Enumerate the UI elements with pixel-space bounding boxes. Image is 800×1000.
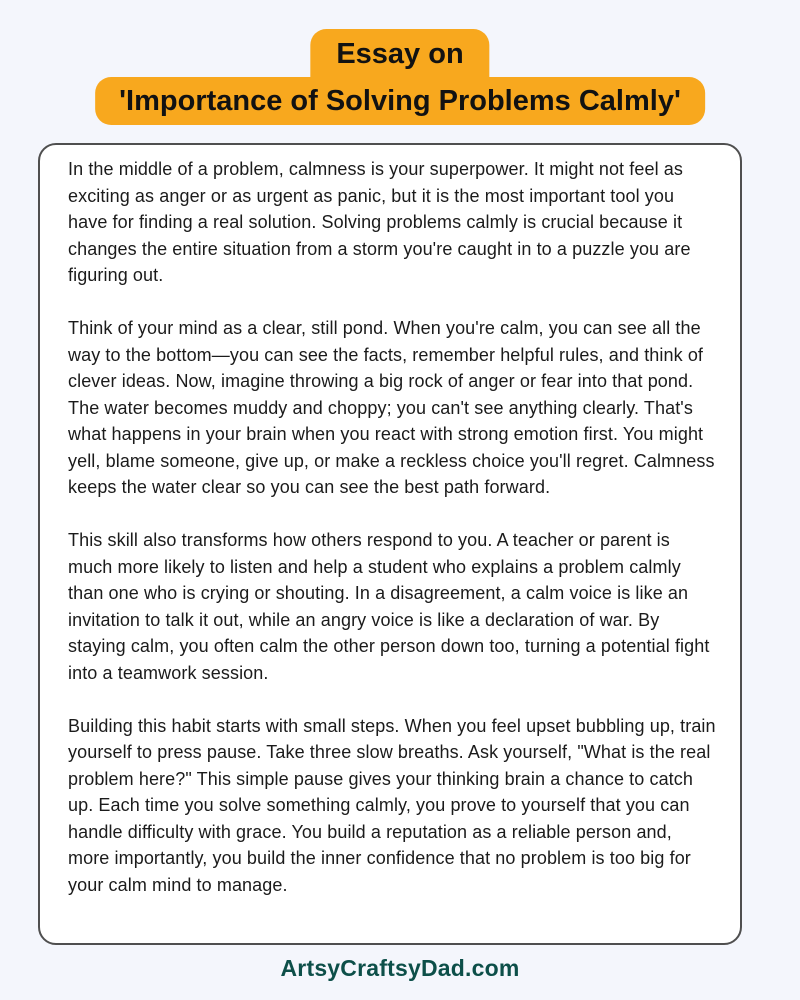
- essay-title: 'Importance of Solving Problems Calmly': [119, 84, 681, 117]
- essay-paragraph-3: This skill also transforms how others respond to you. A teacher or parent is much more likely to listen and help a student who explains a problem calmly than one who is crying or shouting. In a disagreement, a calm voice is like an invitation to talk it out, while an angry voice is like a declaration of war. By staying calm, you often calm the other person down too, turning a potential fight into a teamwork session.: [68, 530, 710, 683]
- essay-paragraph-1: In the middle of a problem, calmness is your superpower. It might not feel as exciting as anger or as urgent as panic, but it is the most important tool you have for finding a real solution. Solving problems calmly is crucial because it changes the entire situation from a storm you're caught in to a puzzle you are figuring out.: [68, 159, 691, 285]
- site-name: ArtsyCraftsyDad.com: [280, 955, 520, 981]
- title-banner-main: [95, 77, 705, 125]
- title-banner-top: [310, 29, 489, 79]
- essay-label: Essay on: [336, 37, 464, 70]
- essay-card: [38, 143, 742, 945]
- essay-paragraph-2: Think of your mind as a clear, still pond. When you're calm, you can see all the way to the bottom—you can see the facts, remember helpful rules, and think of clever ideas. Now, imagine throwing a big rock of anger or fear into that pond. The water becomes muddy and choppy; you can't see anything clearly. That's what happens in your brain when you react with strong emotion first. You might yell, blame someone, give up, or make a reckless choice you'll regret. Calmness keeps the water clear so you can see the best path forward.: [68, 318, 715, 497]
- footer: [0, 955, 800, 982]
- essay-paragraph-4: Building this habit starts with small steps. When you feel upset bubbling up, train yourself to press pause. Take three slow breaths. Ask yourself, "What is the real problem here?" This simple pause gives your thinking brain a chance to catch up. Each time you solve something calmly, you prove to yourself that you can handle difficulty with grace. You build a reputation as a reliable person and, more importantly, you build the inner confidence that no problem is too big for your calm mind to manage.: [68, 715, 716, 895]
